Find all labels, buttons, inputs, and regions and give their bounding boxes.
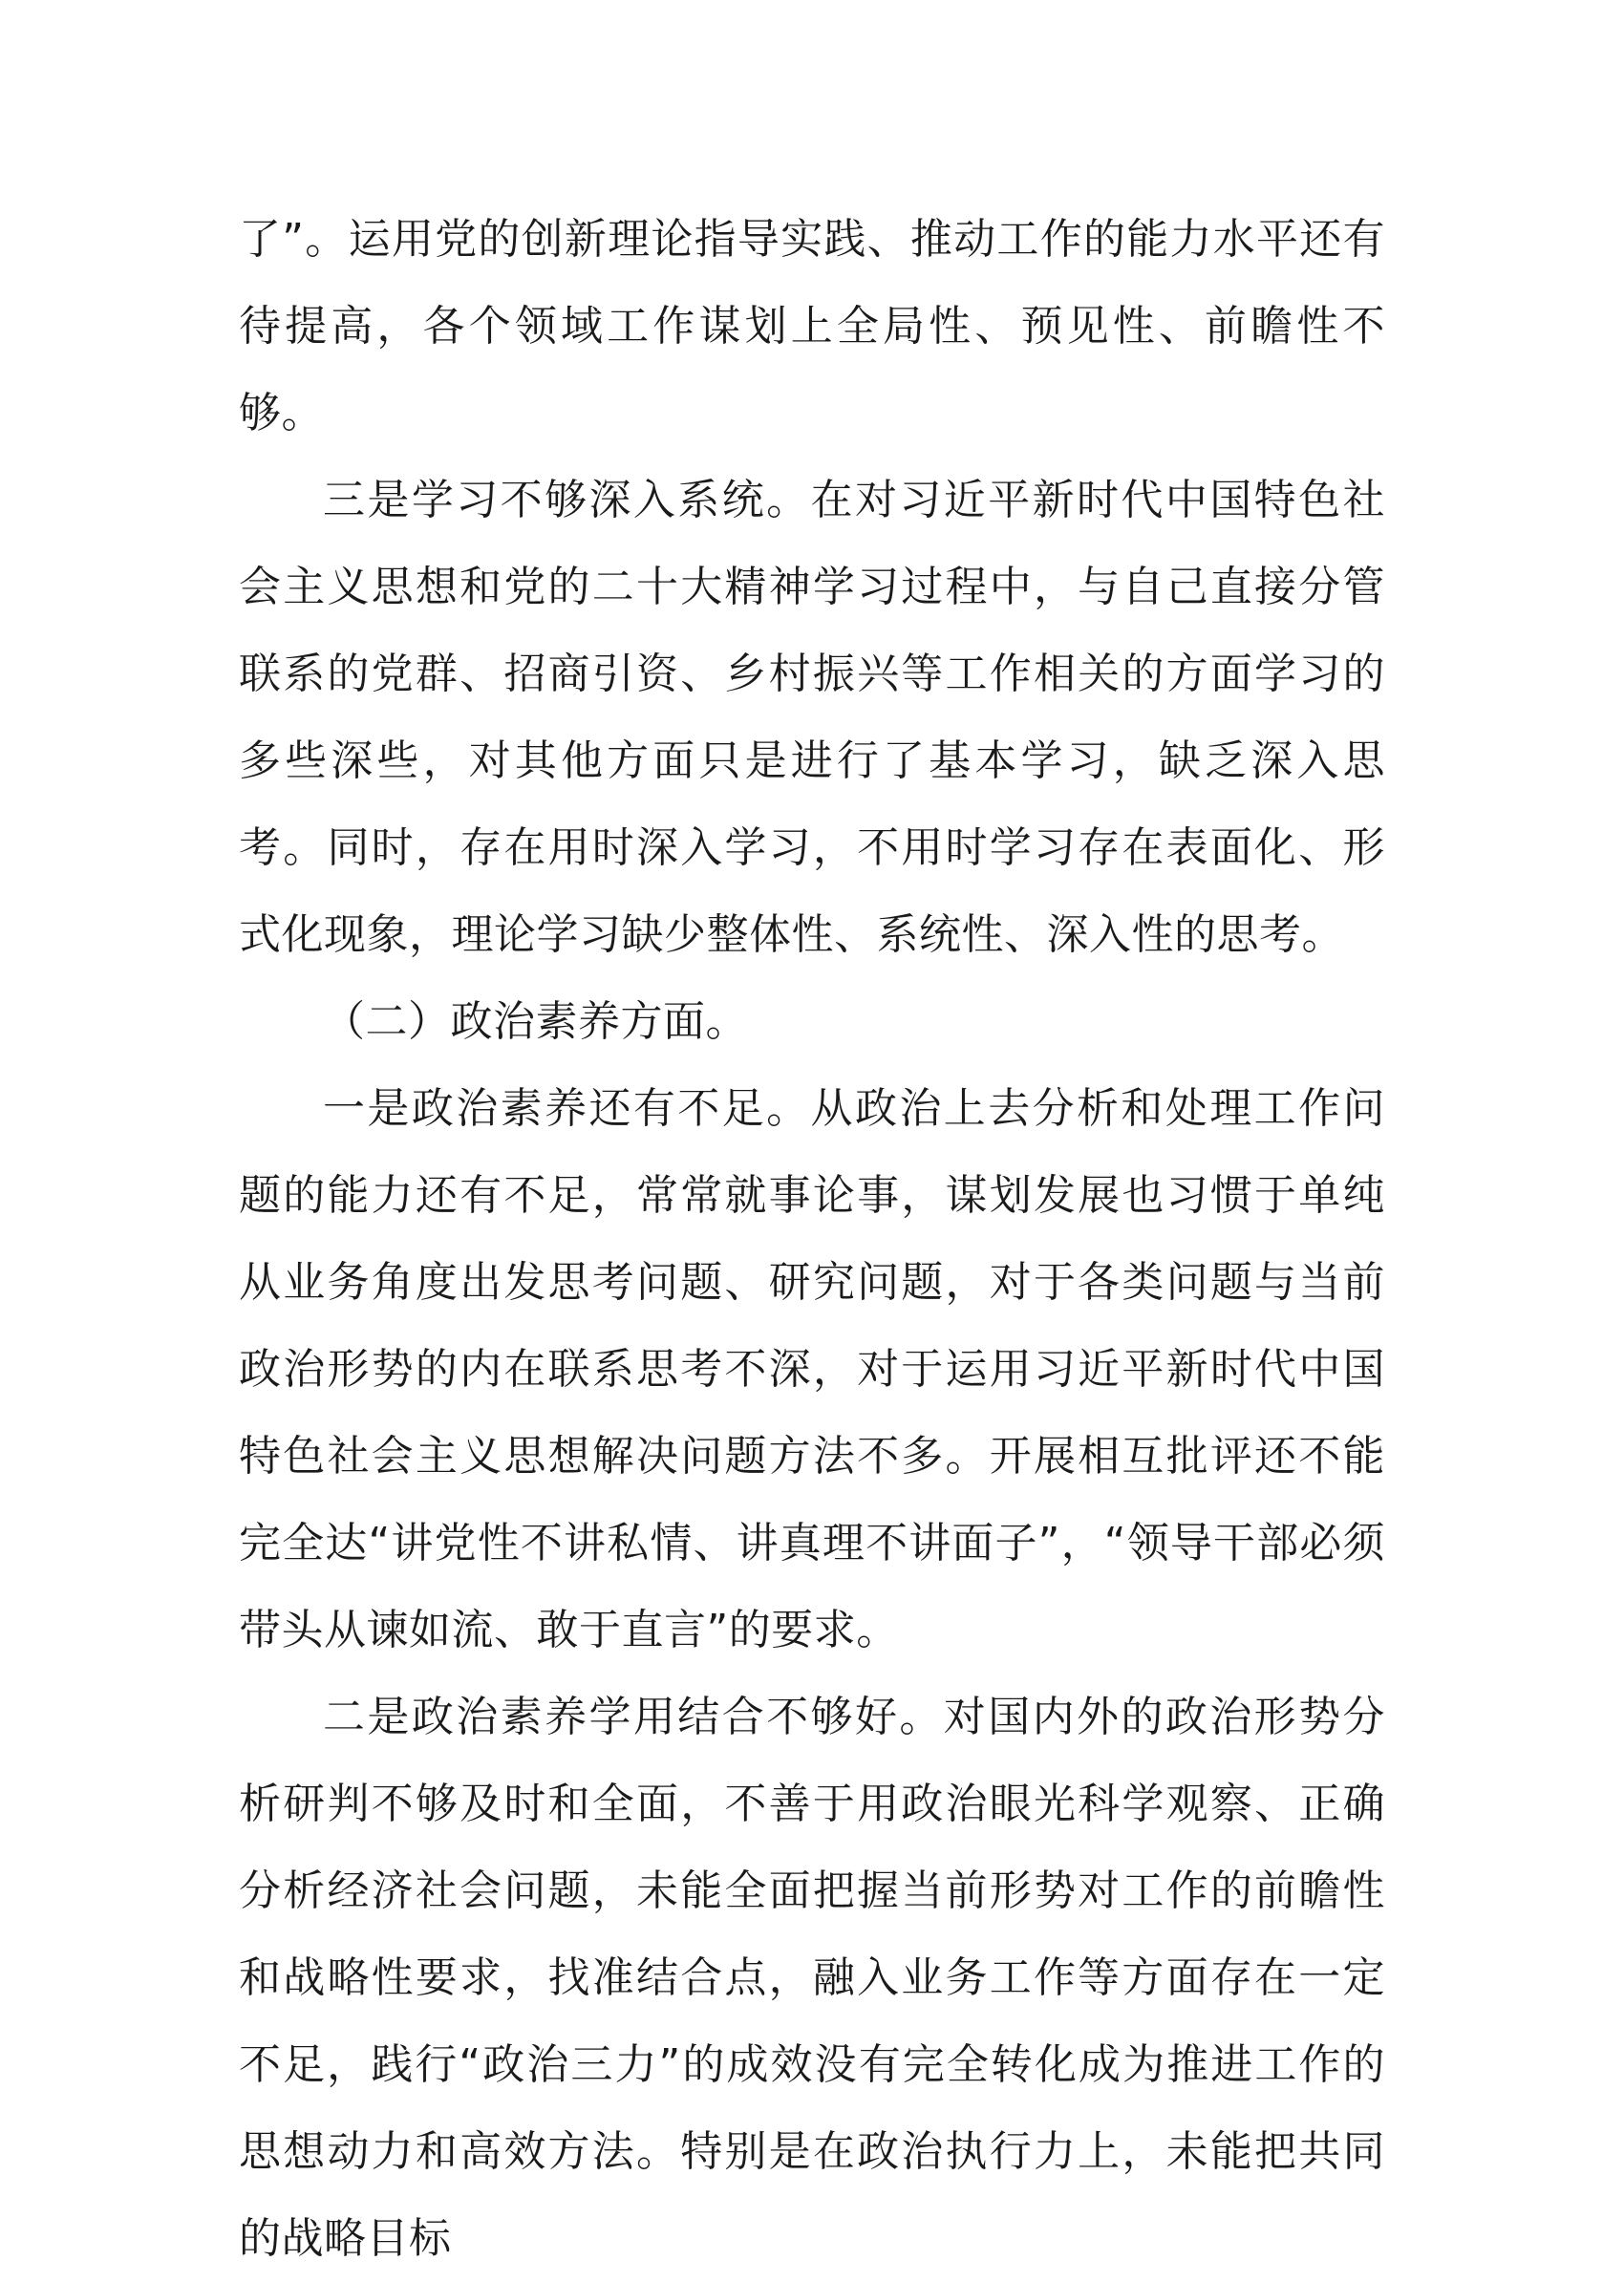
paragraph-continuation: 了”。运用党的创新理论指导实践、推动工作的能力水平还有待提高，各个领域工作谋划上全局性、预见性、前瞻性不够。 [239,215,1385,437]
paragraph-political-literacy-insufficient: 一是政治素养还有不足。从政治上去分析和处理工作问题的能力还有不足，常常就事论事，谋划发展也习惯于单纯从业务角度出发思考问题、研究问题，对于各类问题与当前政治形势的内在联系思考不深，对于运用习近平新时代中国特色社会主义思想解决问题方法不多。开展相互批评还不能完全达“讲党性不讲私情、讲真理不讲面子”，“领导干部必须带头从谏如流、敢于直言”的要求。 [239,1084,1385,1654]
paragraph-study-not-deep: 三是学习不够深入系统。在对习近平新时代中国特色社会主义思想和党的二十大精神学习过程中，与自己直接分管联系的党群、招商引资、乡村振兴等工作相关的方面学习的多些深些，对其他方面只是进行了基本学习，缺乏深入思考。同时，存在用时深入学习，不用时学习存在表面化、形式化现象，理论学习缺少整体性、系统性、深入性的思考。 [239,476,1385,959]
section-heading-political-literacy: （二）政治素养方面。 [323,997,748,1046]
document-body [239,196,1385,2282]
paragraph-learning-application-gap: 二是政治素养学用结合不够好。对国内外的政治形势分析研判不够及时和全面，不善于用政治眼光科学观察、正确分析经济社会问题，未能全面把握当前形势对工作的前瞻性和战略性要求，找准结合点，融入业务工作等方面存在一定不足，践行“政治三力”的成效没有完全转化成为推进工作的思想动力和高效方法。特别是在政治执行力上，未能把共同的战略目标 [239,1693,1385,2263]
